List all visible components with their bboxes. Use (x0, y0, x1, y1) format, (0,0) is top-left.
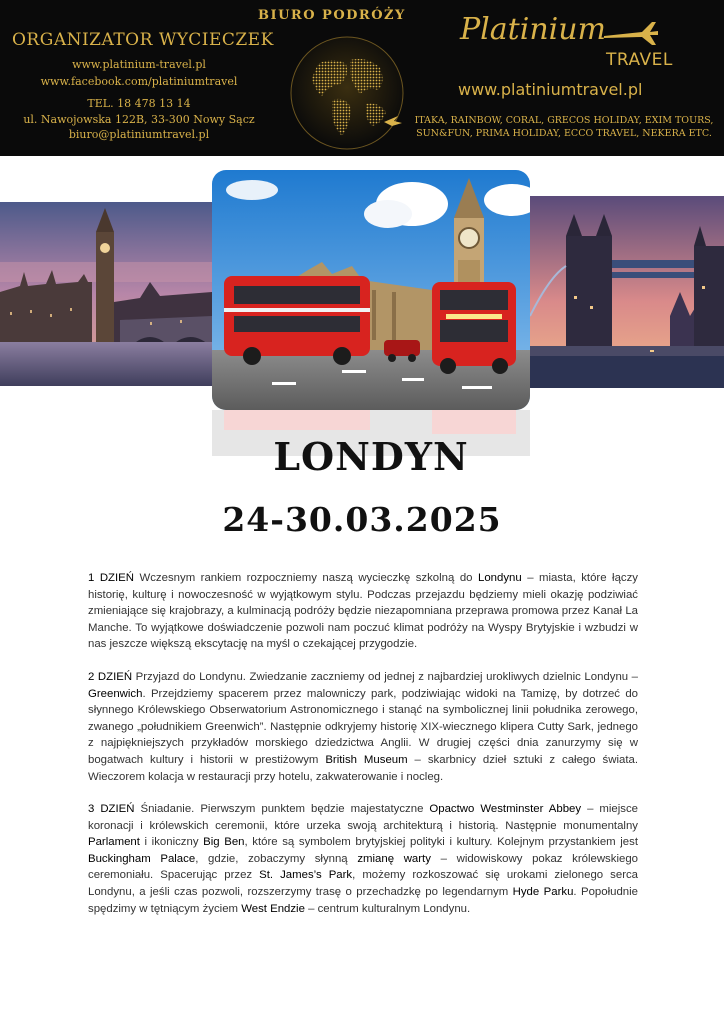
partner-agencies (408, 114, 720, 140)
day-3-label: 3 DZIEŃ (88, 803, 135, 815)
day-2-text-b: . Przejdziemy spacerem przez malowniczy park, podziwiając widoki na Tamizę, by dotrzeć do słynnego Królewskiego Obserwatorium Astronomicznego i stanąć na symbolicznej linii południka zerowego, zwanego „południkiem Greenwich”. Następnie odkryjemy historię XIX-wiecznego klipera Cutty Sark, jednego z najpiękniejszych przykładów morskiego dziedzictwa Anglii. W drugiej części dnia zanurzymy się w bogatwach kultury i historii w prestiżowym (88, 687, 638, 766)
day-2-keyword-greenwich: Greenwich (88, 687, 143, 700)
brand-url[interactable]: www.platiniumtravel.pl (458, 80, 643, 99)
trip-dates: 24-30.03.2025 (222, 500, 502, 539)
day-3-text-i: – centrum kulturalnym Londynu. (304, 902, 471, 915)
globe-icon (288, 34, 406, 152)
day-3-text-g: , możemy rozkoszować się urokami zielonego serca Londynu, a jeśli czas pozwoli, rozszerzymy trasę o przechadzkę po legendarnym (88, 869, 639, 898)
agencies-line-2: SUN&FUN, PRIMA HOLIDAY, ECCO TRAVEL, NEKERA ETC. (416, 128, 712, 139)
day-2-text-c: – skarbnicy dzieł sztuki z całego świata. Wieczorem kolacja w restauracji przy hotelu, zakwaterowanie i nocleg. (88, 753, 638, 783)
website-link[interactable]: www.platinium-travel.pl (72, 58, 206, 71)
day-3-keyword-buckingham: Buckingham Palace (88, 852, 196, 865)
day-1-text-a: Wczesnym rankiem rozpoczniemy naszą wycieczkę szkolną do (134, 572, 478, 584)
day-2-description (88, 669, 638, 785)
header-banner (0, 0, 724, 156)
day-2-keyword-british-museum: British Museum (325, 753, 408, 766)
organizer-title: ORGANIZATOR WYCIECZEK (12, 30, 274, 50)
day-3-text-h: . Popołudnie spędzimy w tętniącym życiem (88, 885, 638, 915)
day-1-keyword-london: Londynu (477, 572, 522, 584)
day-3-keyword-hyde-park: Hyde Parku (512, 885, 574, 898)
day-3-description (88, 801, 638, 917)
day-1-description (88, 570, 638, 653)
facebook-link[interactable]: www.facebook.com/platiniumtravel (40, 75, 238, 88)
day-3-text-d: , które są symbolem brytyjskiej polityki i kultury. Kolejnym przystankiem jest (244, 836, 638, 849)
email-link[interactable]: biuro@platiniumtravel.pl (68, 128, 210, 141)
tower-bridge-photo (530, 196, 724, 388)
day-3-text-e: , gdzie, zobaczymy słynną (195, 852, 358, 865)
day-1-label: 1 DZIEŃ (88, 572, 134, 584)
day-3-text-a: Śniadanie. Pierwszym punktem będzie majestatyczne (134, 803, 430, 815)
day-3-text-c: i ikoniczny (139, 836, 204, 849)
agencies-line-1: ITAKA, RAINBOW, CORAL, GRECOS HOLIDAY, EXIM TOURS, (414, 115, 714, 126)
airplane-icon (602, 18, 660, 48)
phone-number: TEL. 18 478 13 14 (87, 97, 191, 110)
red-buses-photo (212, 170, 530, 410)
day-3-keyword-westminster: Opactwo Westminster Abbey (429, 803, 582, 815)
brand-word: TRAVEL (606, 50, 673, 70)
day-3-text-f: – widowiskowy pokaz królewskiego ceremoniału. Spacerując przez (88, 852, 638, 882)
day-3-keyword-guard-change: zmianę warty (357, 852, 431, 865)
biuro-label: BIURO PODRÓŻY (258, 8, 406, 23)
day-3-text-b: – miejsce koronacji i królewskich ceremonii, które urzeka swoją architekturą i historią. Następnie monumentalny (88, 803, 639, 832)
day-3-keyword-big-ben: Big Ben (203, 836, 245, 849)
brand-script: Platinium (460, 12, 607, 47)
parliament-photo (0, 202, 212, 386)
day-3-keyword-st-james: St. James’s Park (259, 869, 353, 882)
day-2-text-a: Przyjazd do Londynu. Zwiedzanie zaczniemy od jednej z najbardziej urokliwych dzielnic Londynu – (132, 671, 639, 683)
day-2-label: 2 DZIEŃ (88, 671, 133, 683)
address: ul. Nawojowska 122B, 33-300 Nowy Sącz (23, 113, 255, 126)
trip-title: LONDYN (273, 434, 469, 479)
day-3-keyword-west-end: West Endzie (241, 902, 305, 915)
day-1-text-b: – miasta, które łączy historię, kulturę i nowoczesność w wyjątkowym stylu. Podczas przejazdu będziemy mieli okazję podziwiać zmieniające się krajobrazy, a kulminacją podróży będzie niezapomniana przeprawa promowa przez Kanał La Manche. To wyjątkowe doświadczenie pozwoli nam poczuć klimat podróży na Wyspy Brytyjskie i wzbudzi w nas jeszcze większą ekscytację na myśl o czekającej przygodzie. (88, 572, 638, 651)
day-3-keyword-parlament: Parlament (88, 836, 140, 849)
